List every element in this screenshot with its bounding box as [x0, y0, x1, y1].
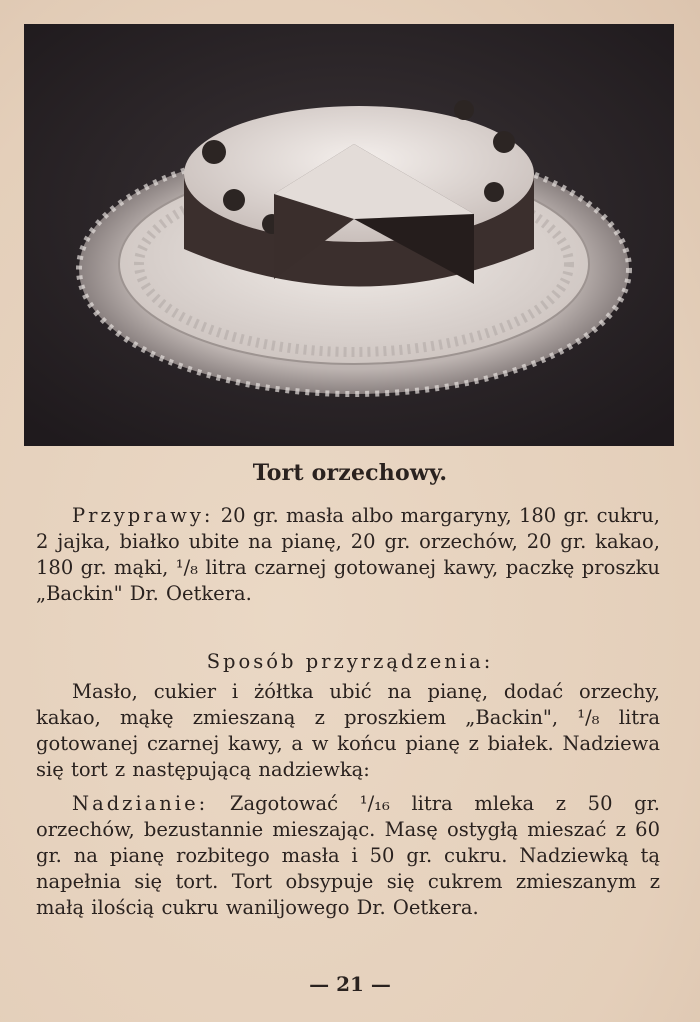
ingredients-label: Przyprawy: — [72, 504, 214, 527]
method-heading: Sposób przyrządzenia: — [206, 650, 494, 673]
filling-label: Nadzianie: — [72, 792, 209, 815]
recipe-title: Tort orzechowy. — [252, 460, 448, 486]
ingredients-text: 20 gr. masła albo margaryny, 180 gr. cukru, 2 jajka, białko ubite na pianę, 20 gr. orzechów, 20 gr. kakao, 180 gr. mąki, ¹/₈ litra czarnej gotowanej kawy, paczkę proszku „Backin" Dr. Oetkera. — [36, 504, 660, 605]
cake-photo — [24, 24, 674, 446]
method-paragraph: Masło, cukier i żółtka ubić na pianę, dodać orzechy, kakao, mąkę zmieszaną z proszkiem „Backin", ¹/₈ litra gotowanej czarnej kawy, a w końcu pianę z białek. Nadziewa się tort z następującą nadziewką: — [36, 680, 660, 781]
page-number: — 21 — — [309, 972, 391, 996]
ingredients-paragraph — [36, 503, 660, 607]
filling-text: Zagotować ¹/₁₆ litra mleka z 50 gr. orzechów, bezustannie mieszając. Masę ostygłą mieszać z 60 gr. na pianę rozbitego masła i 50 gr. cukru. Nadziewką tą napełnia się tort. Tort obsypuje się cukrem zmieszanym z małą ilością cukru waniljowego Dr. Oetkera. — [36, 792, 660, 919]
cake-illustration — [24, 24, 674, 446]
filling-paragraph — [36, 791, 660, 921]
